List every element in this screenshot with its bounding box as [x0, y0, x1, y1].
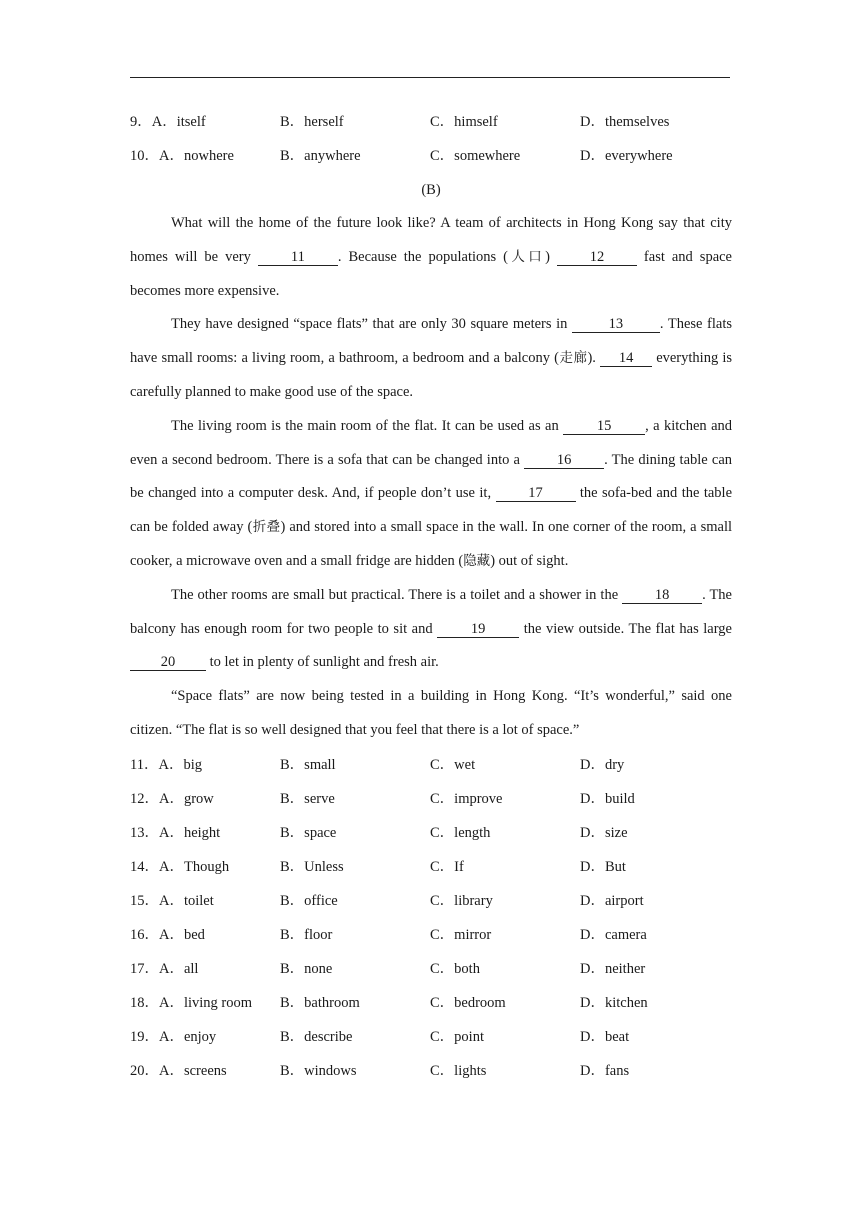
question-option-c: C．lights: [430, 1062, 487, 1079]
question-option-c: C．mirror: [430, 926, 492, 943]
question-option-a: 13．A．height: [130, 824, 221, 841]
question-row-9: [130, 105, 732, 139]
page-content: [130, 105, 732, 1088]
blank-19: 19: [437, 621, 519, 638]
question-10-option-a: 10．A．nowhere: [130, 148, 234, 164]
question-row-17: [130, 952, 732, 986]
question-10-option-c: C．somewhere: [430, 148, 521, 164]
question-option-b: B．small: [280, 756, 336, 773]
blank-13: 13: [572, 316, 660, 333]
question-option-a: 18．A．living room: [130, 994, 253, 1011]
question-option-c: C．library: [430, 892, 493, 909]
question-row-10: [130, 139, 732, 173]
question-row-13: [130, 816, 732, 850]
question-option-b: B．floor: [280, 926, 333, 943]
question-9-option-b: B．herself: [280, 114, 344, 130]
question-option-c: C．improve: [430, 790, 503, 807]
blank-20: 20: [130, 654, 206, 671]
blank-16: 16: [524, 452, 604, 469]
question-option-c: C．bedroom: [430, 994, 506, 1011]
question-option-d: D．fans: [580, 1062, 630, 1079]
blank-18: 18: [622, 587, 702, 604]
question-option-d: D．airport: [580, 892, 644, 909]
question-option-a: 11．A．big: [130, 756, 202, 773]
blank-14: 14: [600, 350, 652, 367]
question-9-option-a: 9．A．itself: [130, 114, 206, 130]
question-option-b: B．space: [280, 824, 337, 841]
question-option-a: 17．A．all: [130, 960, 199, 977]
question-option-b: B．windows: [280, 1062, 357, 1079]
question-list: [130, 748, 732, 1088]
question-row-20: [130, 1054, 732, 1088]
question-row-19: [130, 1020, 732, 1054]
question-option-d: D．kitchen: [580, 994, 648, 1011]
blank-15: 15: [563, 418, 645, 435]
section-title: (B): [421, 182, 441, 198]
question-option-a: 16．A．bed: [130, 926, 205, 943]
question-row-11: [130, 748, 732, 782]
question-option-d: D．beat: [580, 1028, 630, 1045]
passage-paragraph-5: “Space flats” are now being tested in a building in Hong Kong. “It’s wonderful,” said one citizen. “The flat is so well designed that you feel that there is a lot of space.”: [130, 688, 732, 738]
question-option-d: D．camera: [580, 926, 647, 943]
question-option-d: D．neither: [580, 960, 646, 977]
passage-paragraph-3: The living room is the main room of the flat. It can be used as an 15 , a kitchen and even a second bedroom. There is a sofa that can be changed into a 16 . The dining table can be changed into a computer desk. And, if people don’t use it, 17 the sofa-bed and the table can be folded away (折叠) and stored into a small space in the wall. In one corner of the room, a small cooker, a microwave oven and a small fridge are hidden (隐藏) out of sight.: [130, 417, 733, 569]
question-9-option-d: D．themselves: [580, 114, 670, 130]
passage-paragraph-2: They have designed “space flats” that are only 30 square meters in 13 . These flats have small rooms: a living room, a bathroom, a bedroom and a balcony (走廊). 14 everything is carefully planned to make good use of the space.: [130, 316, 732, 400]
question-option-a: 20．A．screens: [130, 1062, 227, 1079]
question-option-c: C．wet: [430, 756, 476, 773]
question-9-option-c: C．himself: [430, 114, 498, 130]
question-option-b: B．Unless: [280, 858, 344, 875]
question-row-12: [130, 782, 732, 816]
question-option-a: 12．A．grow: [130, 790, 214, 807]
question-option-d: D．build: [580, 790, 635, 807]
header-rule: [130, 77, 730, 78]
question-row-18: [130, 986, 732, 1020]
question-option-a: 14．A．Though: [130, 858, 230, 875]
question-option-b: B．serve: [280, 790, 335, 807]
question-option-a: 19．A．enjoy: [130, 1028, 217, 1045]
question-option-c: C．length: [430, 824, 491, 841]
question-row-16: [130, 918, 732, 952]
question-10-option-b: B．anywhere: [280, 148, 361, 164]
question-option-d: D．But: [580, 858, 626, 875]
question-row-14: [130, 850, 732, 884]
blank-17: 17: [496, 485, 576, 502]
passage-paragraph-4: The other rooms are small but practical. There is a toilet and a shower in the 18 . The balcony has enough room for two people to sit and 19 the view outside. The flat has large 20 to let in plenty of sunlight and fresh air.: [130, 586, 732, 671]
blank-11: 11: [258, 249, 338, 266]
question-option-c: C．point: [430, 1028, 484, 1045]
passage-paragraph-1: What will the home of the future look like? A team of architects in Hong Kong say that city homes will be very 11 . Because the populations (人口) 12 fast and space becomes more expensive.: [130, 215, 732, 299]
question-option-d: D．size: [580, 824, 628, 841]
question-option-a: 15．A．toilet: [130, 892, 214, 909]
question-row-15: [130, 884, 732, 918]
question-option-b: B．bathroom: [280, 994, 360, 1011]
question-option-d: D．dry: [580, 756, 625, 773]
question-option-b: B．office: [280, 892, 338, 909]
question-option-c: C．both: [430, 960, 480, 977]
blank-12: 12: [557, 249, 637, 266]
question-10-option-d: D．everywhere: [580, 148, 673, 164]
question-option-b: B．describe: [280, 1028, 353, 1045]
question-option-b: B．none: [280, 960, 333, 977]
question-option-c: C．If: [430, 858, 464, 875]
